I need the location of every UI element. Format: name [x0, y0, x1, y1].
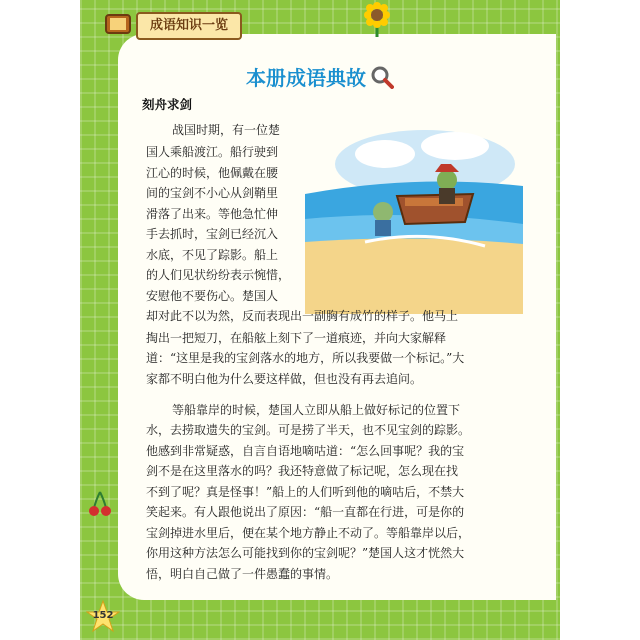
story-line: 掏出一把短刀，在船舷上刻下了一道痕迹，并向大家解释	[146, 331, 447, 345]
story-line: 宝剑掉进水里后，便在某个地方静止不动了。等船靠岸以后，	[146, 526, 471, 540]
story-line: 剑不是在这里落水的吗？我还特意做了标记呢，怎么现在找	[146, 464, 459, 478]
story-line: 道：“这里是我的宝剑落水的地方，所以我要做一个标记。”大	[146, 351, 465, 365]
story-line: 悟，明白自己做了一件愚蠢的事情。	[146, 567, 339, 581]
story-line: 战国时期，有一位楚	[172, 123, 281, 137]
page-number: 152	[92, 610, 114, 621]
story-line: 等船靠岸的时候，楚国人立即从船上做好标记的位置下	[172, 403, 461, 417]
page-title: 本册成语典故	[246, 66, 366, 90]
story-line: 家都不明白他为什么要这样做，但也没有再去追问。	[146, 372, 423, 386]
story-line: 他感到非常疑惑，自言自语地嘀咕道：“怎么回事呢？我的宝	[146, 444, 465, 458]
story-line: 笑起来。有人跟他说出了原因：“船一直都在行进，可是你的	[146, 505, 465, 519]
story-line: 安慰他不要伤心。楚国人	[146, 289, 279, 303]
section-tab-label: 成语知识一览	[136, 12, 242, 40]
story-line: 的人们见状纷纷表示惋惜，	[146, 268, 291, 282]
story-title: 刻舟求剑	[142, 97, 193, 112]
story-line: 水底，不见了踪影。船上	[146, 248, 279, 262]
story-line: 国人乘船渡江。船行驶到	[146, 145, 279, 159]
boat-scene-illustration	[305, 124, 523, 314]
story-line: 滑落了出来。等他急忙伸	[146, 207, 279, 221]
story-line: 手去抓时，宝剑已经沉入	[146, 227, 279, 241]
section-tab	[104, 12, 274, 36]
magnifier-icon	[370, 65, 394, 89]
book-icon	[104, 12, 134, 36]
story-line: 江心的时候，他佩戴在腰	[146, 166, 279, 180]
story-line: 间的宝剑不小心从剑鞘里	[146, 186, 279, 200]
page-title-row	[0, 62, 640, 91]
sunflower-icon	[362, 2, 392, 38]
story-line: 你用这种方法怎么可能找到你的宝剑呢？”楚国人这才恍然大	[146, 546, 465, 560]
story-line: 水，去捞取遗失的宝剑。可是捞了半天，也不见宝剑的踪影。	[146, 423, 471, 437]
cherry-icon	[88, 490, 112, 520]
story-line: 不到了呢？真是怪事！”船上的人们听到他的嘀咕后，不禁大	[146, 485, 465, 499]
story-line: 却对此不以为然，反而表现出一副胸有成竹的样子。他马上	[146, 309, 459, 323]
